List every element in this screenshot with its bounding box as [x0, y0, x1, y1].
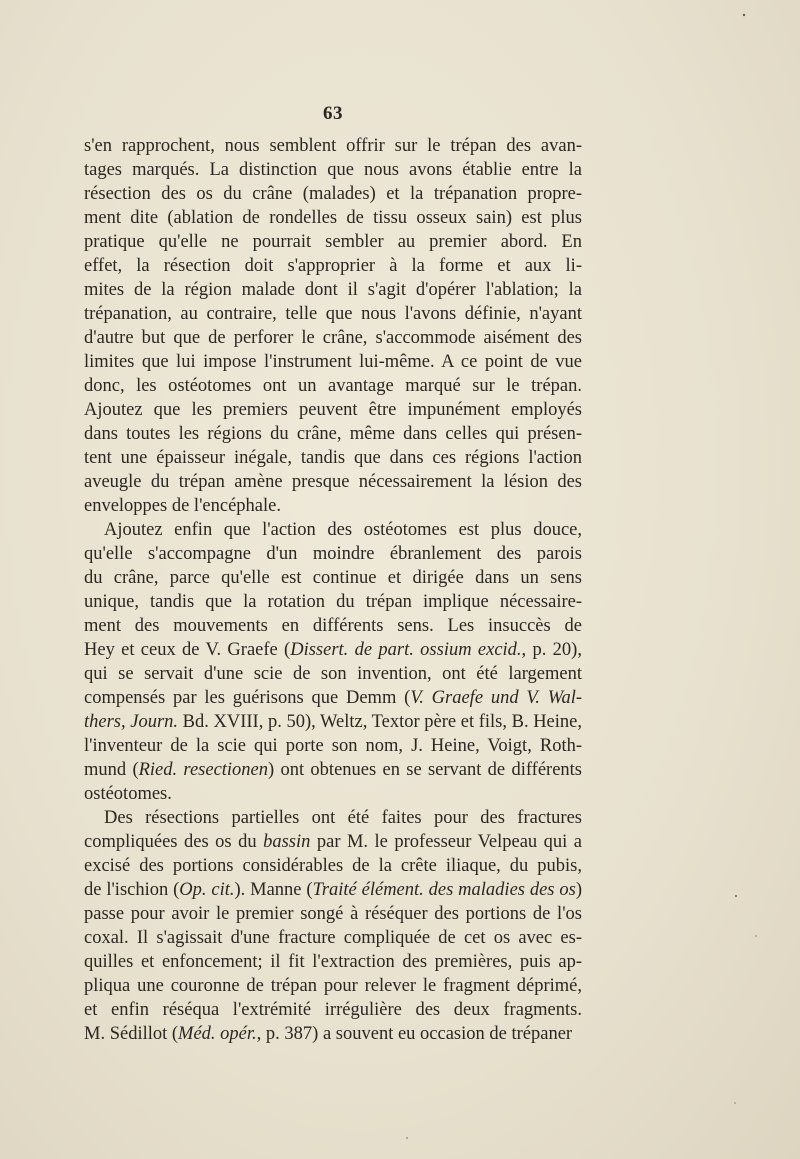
- text-line: coxal. Il s'agissait d'une fracture compliquée de cet os avec es-: [84, 928, 582, 948]
- text-line: enveloppes de l'encéphale.: [84, 496, 281, 516]
- text-line: pratique qu'elle ne pourrait sembler au premier abord. En: [84, 232, 582, 252]
- text-line: qu'elle s'accompagne d'un moindre ébranlement des parois: [84, 544, 582, 564]
- text-line: s'en rapprochent, nous semblent offrir sur le trépan des avan-: [84, 136, 582, 156]
- page-number: 63: [323, 103, 343, 124]
- text-line: ment des mouvements en différents sens. Les insuccès de: [84, 616, 582, 636]
- text-line: unique, tandis que la rotation du trépan implique nécessaire-: [84, 592, 582, 612]
- text-line: ment dite (ablation de rondelles de tissu osseux sain) est plus: [84, 208, 582, 228]
- text-line: thers, Journ. Bd. XVIII, p. 50), Weltz, Textor père et fils, B. Heine,: [84, 712, 582, 732]
- text-line: limites que lui impose l'instrument lui-même. A ce point de vue: [84, 352, 582, 372]
- text-line: du crâne, parce qu'elle est continue et dirigée dans un sens: [84, 568, 582, 588]
- text-line: Des résections partielles ont été faites pour des fractures: [104, 808, 582, 828]
- text-line: qui se servait d'une scie de son invention, ont été largement: [84, 664, 582, 684]
- text-line: compliquées des os du bassin par M. le professeur Velpeau qui a: [84, 832, 582, 852]
- text-line: Hey et ceux de V. Graefe (Dissert. de part. ossium excid., p. 20),: [84, 640, 582, 660]
- text-line: l'inventeur de la scie qui porte son nom, J. Heine, Voigt, Roth-: [84, 736, 582, 756]
- text-line: et enfin réséqua l'extrémité irrégulière des deux fragments.: [84, 1000, 582, 1020]
- text-line: donc, les ostéotomes ont un avantage marqué sur le trépan.: [84, 376, 582, 396]
- text-line: ostéotomes.: [84, 784, 172, 804]
- text-line: dans toutes les régions du crâne, même dans celles qui présen-: [84, 424, 582, 444]
- text-line: mites de la région malade dont il s'agit d'opérer l'ablation; la: [84, 280, 582, 300]
- text-line: quilles et enfoncement; il fit l'extraction des premières, puis ap-: [84, 952, 582, 972]
- text-line: compensés par les guérisons que Demm (V. Graefe und V. Wal-: [84, 688, 582, 708]
- text-line: pliqua une couronne de trépan pour relever le fragment déprimé,: [84, 976, 582, 996]
- text-line: résection des os du crâne (malades) et la trépanation propre-: [84, 184, 582, 204]
- paragraph: [84, 518, 582, 806]
- text-line: effet, la résection doit s'approprier à la forme et aux li-: [84, 256, 582, 276]
- text-line: Ajoutez enfin que l'action des ostéotomes est plus douce,: [104, 520, 582, 540]
- body-text: [84, 134, 582, 1046]
- text-line: trépanation, au contraire, telle que nous l'avons définie, n'ayant: [84, 304, 582, 324]
- text-line: M. Sédillot (Méd. opér., p. 387) a souvent eu occasion de trépaner: [84, 1024, 573, 1044]
- text-line: tages marqués. La distinction que nous avons établie entre la: [84, 160, 582, 180]
- text-line: d'autre but que de perforer le crâne, s'accommode aisément des: [84, 328, 582, 348]
- text-line: Ajoutez que les premiers peuvent être impunément employés: [84, 400, 582, 420]
- text-line: tent une épaisseur inégale, tandis que dans ces régions l'action: [84, 448, 582, 468]
- text-line: aveugle du trépan amène presque nécessairement la lésion des: [84, 472, 582, 492]
- text-line: excisé des portions considérables de la crête iliaque, du pubis,: [84, 856, 582, 876]
- text-line: mund (Ried. resectionen) ont obtenues en se servant de différents: [84, 760, 582, 780]
- text-line: de l'ischion (Op. cit.). Manne (Traité élément. des maladies des os): [84, 880, 582, 900]
- paragraph: [84, 806, 582, 1046]
- text-line: passe pour avoir le premier songé à réséquer des portions de l'os: [84, 904, 582, 924]
- paragraph: [84, 134, 582, 518]
